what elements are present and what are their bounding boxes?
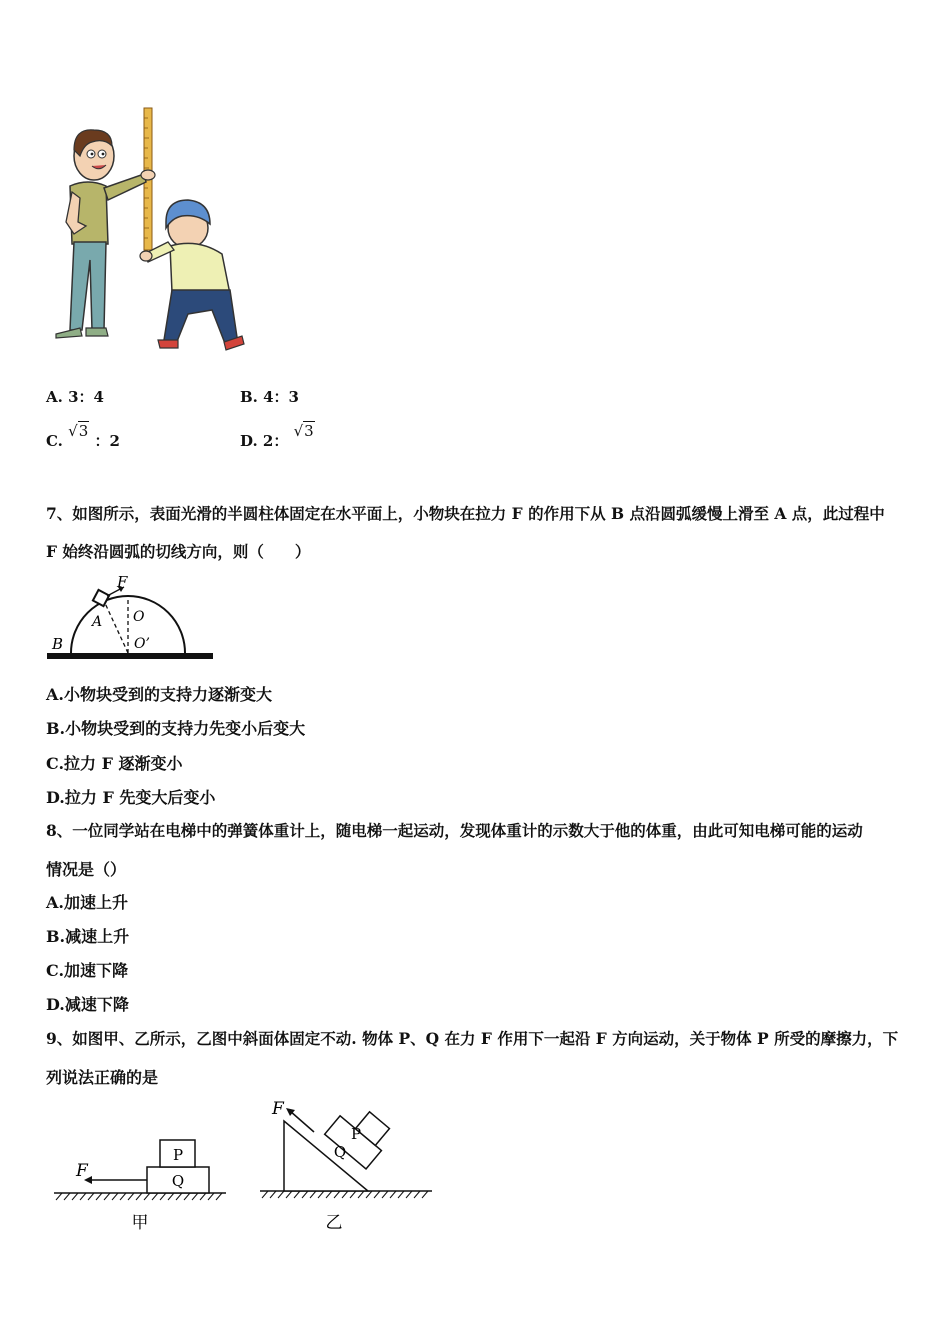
label-q: Q xyxy=(171,1172,185,1190)
small-block xyxy=(93,590,109,606)
q6-option-c-suffix: ：2 xyxy=(94,432,120,450)
q8-choice-a[interactable]: A.加速上升 xyxy=(46,893,128,912)
radius-to-a xyxy=(104,601,128,653)
q7-stem-line-2: F 始终沿圆弧的切线方向，则（ ） xyxy=(46,542,311,561)
q8-stem-line-2: 情况是（） xyxy=(46,860,127,879)
sqrt-symbol: √3 xyxy=(68,422,89,440)
q6-option-a[interactable]: A. 3：4 xyxy=(46,388,104,406)
label-a: A xyxy=(92,614,103,630)
label-o-prime: O’ xyxy=(134,636,150,652)
q7-choice-b[interactable]: B.小物块受到的支持力先变小后变大 xyxy=(46,719,306,738)
q7-semicircle-figure xyxy=(44,574,216,666)
ground-surface xyxy=(47,653,213,659)
measuring-illustration xyxy=(48,104,248,356)
caption-yi: 乙 xyxy=(325,1213,343,1233)
q6-option-d[interactable] xyxy=(240,422,315,451)
q7-choice-c[interactable]: C.拉力 F 逐渐变小 xyxy=(46,754,183,773)
label-p: P xyxy=(172,1146,184,1164)
label-o: O xyxy=(133,609,145,625)
q6-option-c[interactable] xyxy=(46,422,120,451)
q6-option-d-radicand: 3 xyxy=(304,422,314,440)
q7-choice-a[interactable]: A.小物块受到的支持力逐渐变大 xyxy=(46,685,272,704)
q9-stem-line-1: 9、如图甲、乙所示，乙图中斜面体固定不动. 物体 P、Q 在力 F 作用下一起沿 F 方向运动，关于物体 P 所受的摩擦力，下 xyxy=(46,1029,899,1048)
q8-choice-d[interactable]: D.减速下降 xyxy=(46,995,129,1014)
sqrt-symbol: √3 xyxy=(293,422,314,440)
q6-option-b[interactable]: B. 4：3 xyxy=(240,388,299,406)
q7-choice-d[interactable]: D.拉力 F 先变大后变小 xyxy=(46,788,216,807)
label-b: B xyxy=(52,635,64,653)
q9-stem-line-2: 列说法正确的是 xyxy=(46,1068,159,1087)
q7-stem-line-1: 7、如图所示，表面光滑的半圆柱体固定在水平面上，小物块在拉力 F 的作用下从 B 点沿圆弧缓慢上滑至 A 点，此过程中 xyxy=(46,504,885,523)
label-f: F xyxy=(76,1161,88,1181)
q8-choice-b[interactable]: B.减速上升 xyxy=(46,927,130,946)
label-q: Q xyxy=(333,1143,347,1161)
caption-jia: 甲 xyxy=(131,1213,149,1233)
q9-figure-yi xyxy=(256,1094,436,1236)
q9-figure-jia xyxy=(50,1132,230,1236)
q6-option-c-prefix: C. xyxy=(46,432,63,450)
label-f: F xyxy=(117,574,128,591)
label-p: P xyxy=(350,1125,362,1143)
q8-choice-c[interactable]: C.加速下降 xyxy=(46,961,129,980)
q6-option-c-radicand: 3 xyxy=(78,422,89,440)
label-f: F xyxy=(272,1099,284,1119)
q6-option-d-prefix: D. 2： xyxy=(240,432,289,450)
q8-stem-line-1: 8、一位同学站在电梯中的弹簧体重计上，随电梯一起运动，发现体重计的示数大于他的体重，由此可知电梯可能的运动 xyxy=(46,821,863,840)
